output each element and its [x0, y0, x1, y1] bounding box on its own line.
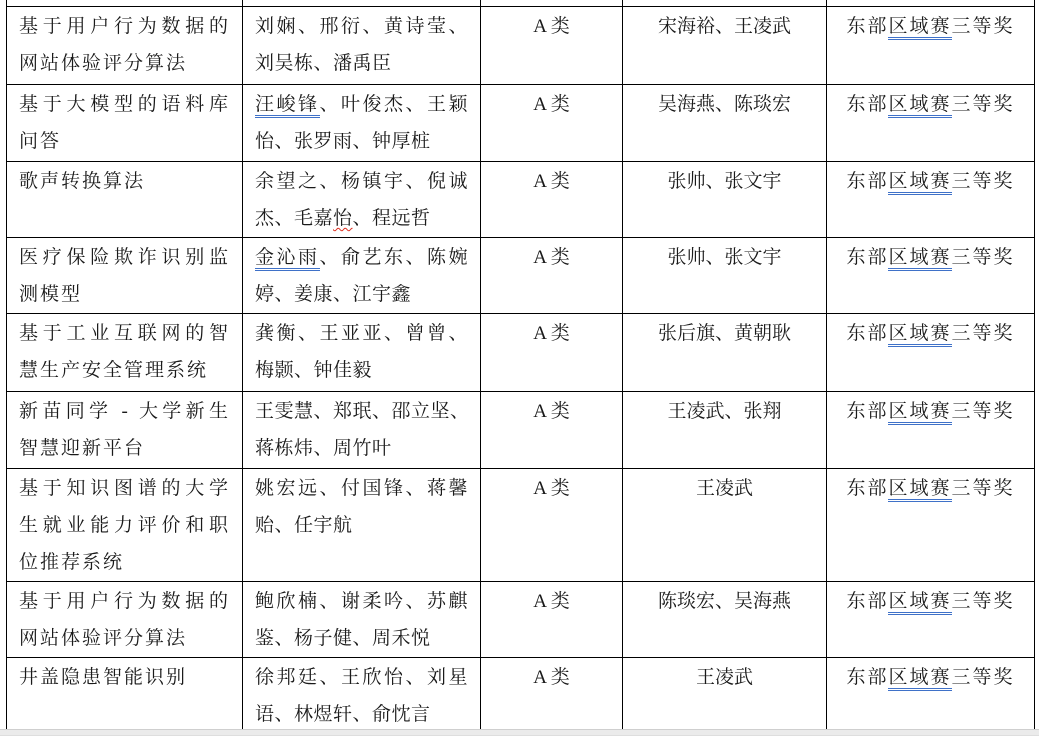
- text-line: [839, 86, 1022, 123]
- text-run: 梅颢、钟佳毅: [255, 360, 373, 381]
- text-run: 新苗同学 - 大学新生: [19, 401, 230, 422]
- cell-project-name: [7, 392, 243, 469]
- text-run: 鲍欣楠、谢柔吟、苏麒: [255, 591, 468, 612]
- text-line: [19, 123, 230, 160]
- text-line: [19, 507, 230, 544]
- text-line: [493, 239, 610, 276]
- text-run: 王凌武: [695, 667, 753, 688]
- text-line: [19, 163, 230, 200]
- text-run: 生就业能力评价和职: [19, 515, 230, 536]
- text-run: 三等奖: [951, 323, 1015, 344]
- text-run: 基于知识图谱的大学: [19, 478, 230, 499]
- cell-project-name: [7, 658, 243, 734]
- cell-category: [481, 85, 623, 162]
- cell-project-name: [7, 314, 243, 392]
- text-run: 怡、张罗雨、钟厚桩: [255, 131, 431, 152]
- cell-student-names: [243, 314, 481, 392]
- grammar-check-underlined-text: 区域赛: [888, 16, 951, 40]
- text-run: 三等奖: [951, 591, 1015, 612]
- text-run: 三等奖: [951, 401, 1015, 422]
- text-run: 张帅、张文宇: [667, 247, 782, 268]
- grammar-check-underlined-text: 区域赛: [888, 323, 951, 347]
- text-run: 张帅、张文宇: [667, 171, 782, 192]
- text-run: 智慧迎新平台: [19, 438, 146, 459]
- cell-project-name: [7, 469, 243, 582]
- text-run: 宋海裕、王凌武: [657, 16, 791, 37]
- text-run: 陈琰宏、吴海燕: [657, 591, 791, 612]
- cell-advisor-names: [623, 238, 827, 314]
- text-run: 东部: [846, 247, 889, 268]
- cell-category: [481, 392, 623, 469]
- cell-award: [827, 469, 1035, 582]
- table-row: [7, 162, 1035, 238]
- text-line: [19, 393, 230, 430]
- cell-award: [827, 392, 1035, 469]
- text-line: [635, 393, 814, 430]
- text-run: 网站体验评分算法: [19, 53, 188, 74]
- text-line: [19, 239, 230, 276]
- text-line: [493, 315, 610, 352]
- text-run: 余望之、杨镇宇、倪诚: [255, 171, 468, 192]
- text-line: [255, 352, 468, 389]
- text-line: [255, 123, 468, 160]
- text-run: 三等奖: [951, 171, 1015, 192]
- text-run: 井盖隐患智能识别: [19, 667, 188, 688]
- text-run: 东部: [846, 591, 889, 612]
- cell-student-names: [243, 658, 481, 734]
- text-run: 、程远哲: [352, 208, 431, 229]
- cell-project-name: [7, 582, 243, 658]
- text-run: A 类: [533, 478, 570, 499]
- page-edge-strip: [0, 729, 1039, 736]
- text-run: 三等奖: [951, 16, 1015, 37]
- text-run: A 类: [533, 323, 570, 344]
- table-row: [7, 314, 1035, 392]
- text-run: 东部: [846, 16, 889, 37]
- grammar-check-underlined-text: 汪峻锋: [255, 94, 320, 118]
- text-run: 语、林煜轩、俞忱言: [255, 704, 431, 725]
- cell-award: [827, 85, 1035, 162]
- text-run: 三等奖: [951, 94, 1015, 115]
- text-line: [19, 659, 230, 696]
- text-run: 问答: [19, 131, 62, 152]
- text-line: [635, 8, 814, 45]
- grammar-check-underlined-text: 区域赛: [888, 478, 951, 502]
- text-line: [19, 315, 230, 352]
- text-run: 张后旗、黄朝耿: [657, 323, 791, 344]
- spell-check-underlined-text: 怡: [333, 208, 353, 229]
- grammar-check-underlined-text: 区域赛: [888, 94, 951, 118]
- text-line: [839, 163, 1022, 200]
- text-line: [19, 8, 230, 45]
- text-line: [255, 239, 468, 276]
- text-run: 王雯慧、郑珉、邵立坚、: [255, 401, 470, 422]
- text-line: [255, 45, 468, 82]
- cell-advisor-names: [623, 469, 827, 582]
- text-line: [255, 315, 468, 352]
- text-run: 基于用户行为数据的: [19, 591, 230, 612]
- text-run: 位推荐系统: [19, 552, 125, 573]
- text-run: 东部: [846, 323, 889, 344]
- text-line: [255, 200, 468, 237]
- text-run: A 类: [533, 591, 570, 612]
- cell-award: [827, 314, 1035, 392]
- text-line: [493, 393, 610, 430]
- text-run: 刘吴栋、潘禹臣: [255, 53, 392, 74]
- cell-advisor-names: [623, 582, 827, 658]
- text-run: A 类: [533, 16, 570, 37]
- text-line: [493, 163, 610, 200]
- text-run: 杰、毛嘉: [255, 208, 334, 229]
- text-run: 婷、姜康、江宇鑫: [255, 284, 412, 305]
- cell-advisor-names: [623, 85, 827, 162]
- cell-category: [481, 7, 623, 85]
- text-line: [255, 393, 468, 430]
- cell-category: [481, 238, 623, 314]
- text-run: 贻、任宇航: [255, 515, 353, 536]
- text-line: [635, 315, 814, 352]
- text-line: [635, 470, 814, 507]
- text-line: [493, 86, 610, 123]
- cell-project-name: [7, 85, 243, 162]
- cell-award: [827, 238, 1035, 314]
- grammar-check-underlined-text: 区域赛: [888, 401, 951, 425]
- text-run: 基于用户行为数据的: [19, 16, 230, 37]
- text-run: 三等奖: [951, 478, 1015, 499]
- text-line: [635, 659, 814, 696]
- text-line: [255, 430, 468, 467]
- text-line: [839, 315, 1022, 352]
- cell-project-name: [7, 7, 243, 85]
- cell-student-names: [243, 469, 481, 582]
- text-run: 歌声转换算法: [19, 171, 146, 192]
- cell-student-names: [243, 85, 481, 162]
- cell-category: [481, 162, 623, 238]
- cell-student-names: [243, 162, 481, 238]
- cell-advisor-names: [623, 658, 827, 734]
- grammar-check-underlined-text: 区域赛: [888, 591, 951, 615]
- text-line: [255, 620, 468, 657]
- text-run: 龚衡、王亚亚、曾曾、: [255, 323, 468, 344]
- text-line: [839, 393, 1022, 430]
- cell-advisor-names: [623, 392, 827, 469]
- text-line: [19, 544, 230, 581]
- text-run: 慧生产安全管理系统: [19, 360, 209, 381]
- text-line: [19, 352, 230, 389]
- cell-award: [827, 7, 1035, 85]
- text-line: [635, 163, 814, 200]
- text-run: 三等奖: [951, 667, 1015, 688]
- cell-award: [827, 582, 1035, 658]
- text-run: 东部: [846, 401, 889, 422]
- text-line: [839, 470, 1022, 507]
- grammar-check-underlined-text: 区域赛: [888, 667, 951, 691]
- table-row: [7, 7, 1035, 85]
- text-line: [493, 583, 610, 620]
- cell-award: [827, 658, 1035, 734]
- text-line: [493, 8, 610, 45]
- text-line: [19, 620, 230, 657]
- text-run: 东部: [846, 478, 889, 499]
- grammar-check-underlined-text: 金沁雨: [255, 247, 320, 271]
- text-line: [19, 276, 230, 313]
- text-run: A 类: [533, 667, 570, 688]
- text-line: [19, 583, 230, 620]
- table-row: [7, 658, 1035, 734]
- text-run: A 类: [533, 171, 570, 192]
- table-row: [7, 85, 1035, 162]
- text-line: [839, 583, 1022, 620]
- table-body: [7, 0, 1035, 734]
- text-line: [255, 86, 468, 123]
- text-run: 鉴、杨子健、周禾悦: [255, 628, 431, 649]
- cell-category: [481, 658, 623, 734]
- text-line: [255, 696, 468, 733]
- text-line: [255, 276, 468, 313]
- cell-project-name: [7, 238, 243, 314]
- text-run: 三等奖: [951, 247, 1015, 268]
- text-run: 徐邦廷、王欣怡、刘星: [255, 667, 468, 688]
- text-run: 姚宏远、付国锋、蒋馨: [255, 478, 468, 499]
- text-line: [19, 86, 230, 123]
- cell-project-name: [7, 162, 243, 238]
- cell-student-names: [243, 392, 481, 469]
- table-row: [7, 469, 1035, 582]
- text-line: [19, 430, 230, 467]
- text-run: A 类: [533, 247, 570, 268]
- cell-advisor-names: [623, 162, 827, 238]
- text-run: 、俞艺东、陈婉: [319, 247, 468, 268]
- cell-student-names: [243, 582, 481, 658]
- cell-advisor-names: [623, 7, 827, 85]
- text-line: [635, 239, 814, 276]
- text-line: [839, 8, 1022, 45]
- text-line: [839, 239, 1022, 276]
- text-line: [493, 659, 610, 696]
- cell-category: [481, 582, 623, 658]
- text-line: [635, 86, 814, 123]
- text-run: 王凌武: [695, 478, 753, 499]
- grammar-check-underlined-text: 区域赛: [888, 171, 951, 195]
- text-run: 王凌武、张翔: [667, 401, 782, 422]
- text-run: A 类: [533, 94, 570, 115]
- text-run: 东部: [846, 171, 889, 192]
- text-run: A 类: [533, 401, 570, 422]
- text-run: 、叶俊杰、王颖: [319, 94, 468, 115]
- text-run: 基于工业互联网的智: [19, 323, 230, 344]
- text-run: 东部: [846, 94, 889, 115]
- text-run: 医疗保险欺诈识别监: [19, 247, 230, 268]
- text-line: [839, 659, 1022, 696]
- text-line: [493, 470, 610, 507]
- cell-award: [827, 162, 1035, 238]
- cell-category: [481, 314, 623, 392]
- text-line: [255, 8, 468, 45]
- cell-student-names: [243, 238, 481, 314]
- text-line: [635, 583, 814, 620]
- table-row: [7, 392, 1035, 469]
- cell-advisor-names: [623, 314, 827, 392]
- awards-table: [6, 0, 1035, 734]
- text-line: [255, 163, 468, 200]
- text-run: 东部: [846, 667, 889, 688]
- text-line: [19, 470, 230, 507]
- cell-category: [481, 469, 623, 582]
- text-line: [255, 659, 468, 696]
- cell-student-names: [243, 7, 481, 85]
- text-line: [19, 45, 230, 82]
- grammar-check-underlined-text: 区域赛: [888, 247, 951, 271]
- text-run: 刘娴、邢衍、黄诗莹、: [255, 16, 468, 37]
- text-run: 蒋栋炜、周竹叶: [255, 438, 392, 459]
- text-line: [255, 470, 468, 507]
- text-line: [255, 583, 468, 620]
- text-run: 基于大模型的语料库: [19, 94, 230, 115]
- text-run: 测模型: [19, 284, 83, 305]
- text-run: 吴海燕、陈琰宏: [657, 94, 791, 115]
- table-row: [7, 582, 1035, 658]
- text-line: [255, 507, 468, 544]
- table-row: [7, 238, 1035, 314]
- text-run: 网站体验评分算法: [19, 628, 188, 649]
